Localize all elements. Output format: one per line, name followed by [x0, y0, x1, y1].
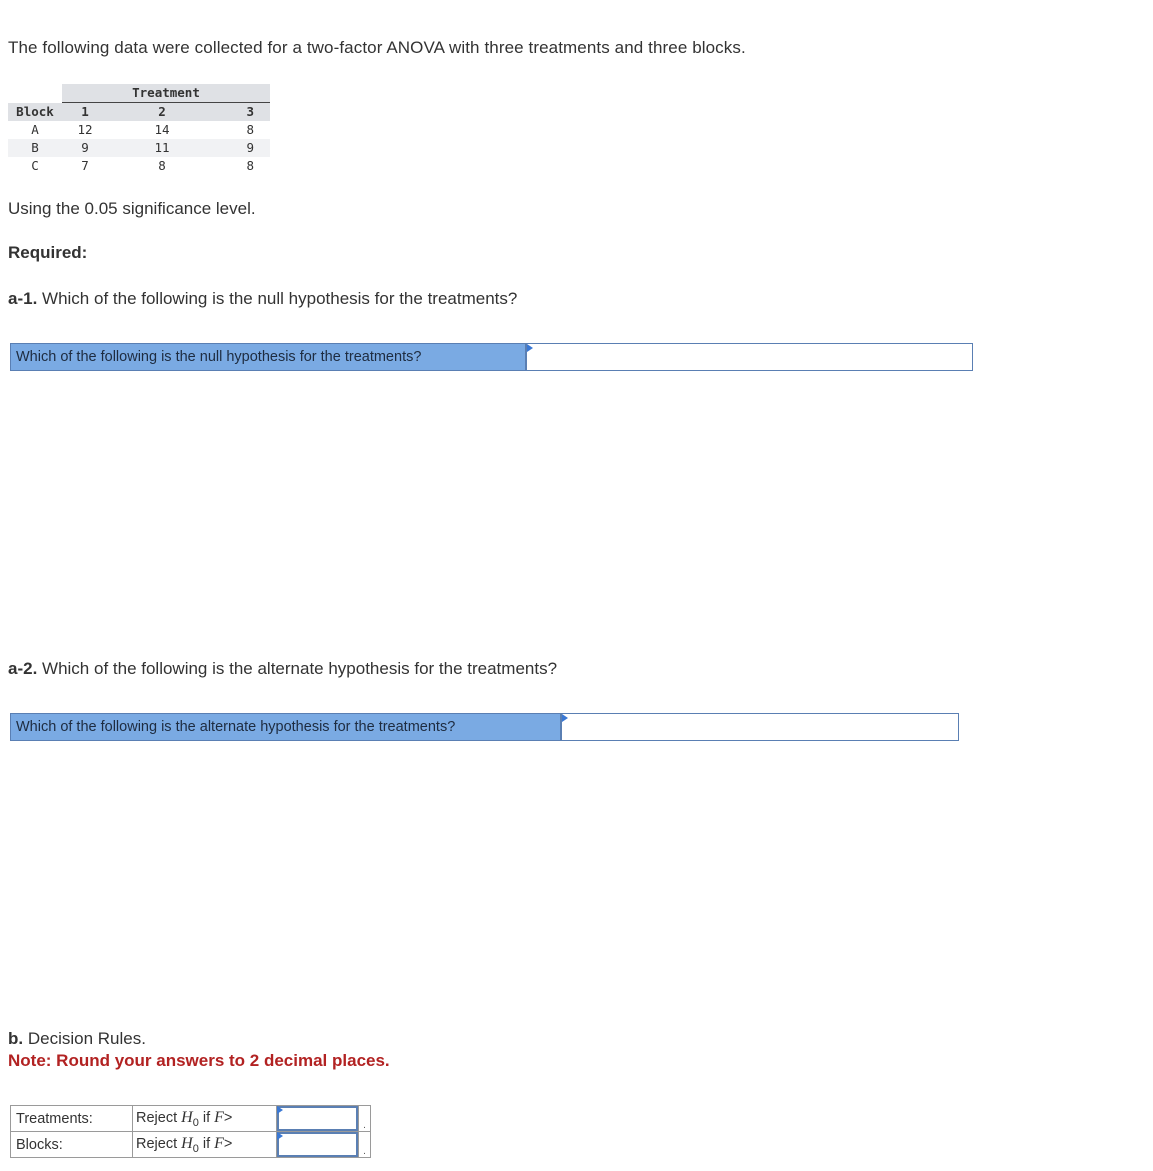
block-label: B — [8, 139, 62, 157]
blocks-critical-value-input[interactable] — [277, 1132, 358, 1157]
table-cell: 11 — [108, 139, 198, 157]
question-a1-tag: a-1. — [8, 289, 38, 308]
table-row — [8, 121, 270, 139]
table-cell: 7 — [81, 158, 89, 173]
question-a1 — [8, 289, 517, 309]
treatments-critical-value-input[interactable] — [277, 1106, 358, 1131]
null-hypothesis-dropdown[interactable] — [525, 344, 972, 370]
block-label: A — [31, 122, 39, 137]
blocks-rule: Reject $H_0$ if F> — [133, 1132, 277, 1158]
row-end-mark: . — [359, 1106, 371, 1132]
block-header: Block — [8, 103, 62, 122]
answer-row-a2 — [10, 713, 959, 741]
question-b-text: Decision Rules. — [27, 1029, 146, 1048]
table-cell: 8 — [246, 122, 254, 137]
table-row — [8, 139, 270, 157]
question-a2-text: Which of the following is the alternate hypothesis for the treatments? — [42, 659, 558, 678]
table-cell: 8 — [246, 158, 254, 173]
blocks-critical-value-cell — [277, 1132, 359, 1158]
answer-row-a2-label: Which of the following is the alternate hypothesis for the treatments? — [11, 714, 560, 740]
answer-row-a1 — [10, 343, 973, 371]
table-cell: 12 — [77, 122, 93, 137]
required-heading: Required: — [8, 243, 88, 262]
treatment-header-1: 1 — [62, 103, 108, 122]
data-table — [8, 84, 270, 175]
alternate-hypothesis-dropdown[interactable] — [560, 714, 958, 740]
question-b-tag: b. — [8, 1029, 24, 1048]
blocks-label: Blocks: — [11, 1132, 133, 1158]
table-cell: 14 — [154, 122, 170, 137]
intro-text: The following data were collected for a two-factor ANOVA with three treatments and three blocks. — [8, 38, 746, 57]
dropdown-marker-icon — [527, 344, 533, 352]
table-row — [8, 157, 270, 175]
treatment-header-3: 3 — [198, 103, 270, 122]
question-a2-tag: a-2. — [8, 659, 38, 678]
table-cell: 9 — [198, 139, 270, 157]
treatment-header-2: 2 — [108, 103, 198, 122]
significance-text: Using the 0.05 significance level. — [8, 199, 256, 218]
question-a1-text: Which of the following is the null hypothesis for the treatments? — [42, 289, 518, 308]
question-b — [8, 1029, 146, 1049]
input-marker-icon — [277, 1106, 283, 1114]
table-group-header-row — [8, 84, 270, 103]
table-cell: 8 — [158, 158, 166, 173]
table-header-row — [8, 103, 270, 122]
answer-row-a1-label: Which of the following is the null hypothesis for the treatments? — [11, 344, 525, 370]
dropdown-marker-icon — [562, 714, 568, 722]
decision-rules-table — [10, 1105, 371, 1158]
rounding-note: Note: Round your answers to 2 decimal places. — [8, 1051, 390, 1070]
treatments-label: Treatments: — [11, 1106, 133, 1132]
treatment-group-header: Treatment — [62, 84, 270, 103]
table-row — [11, 1132, 371, 1158]
treatments-critical-value-cell — [277, 1106, 359, 1132]
row-end-mark: . — [359, 1132, 371, 1158]
table-cell: 9 — [62, 139, 108, 157]
input-marker-icon — [277, 1132, 283, 1140]
question-a2 — [8, 659, 557, 679]
table-row — [11, 1106, 371, 1132]
block-label: C — [31, 158, 39, 173]
treatments-rule: Reject $H_0$ if F> — [133, 1106, 277, 1132]
